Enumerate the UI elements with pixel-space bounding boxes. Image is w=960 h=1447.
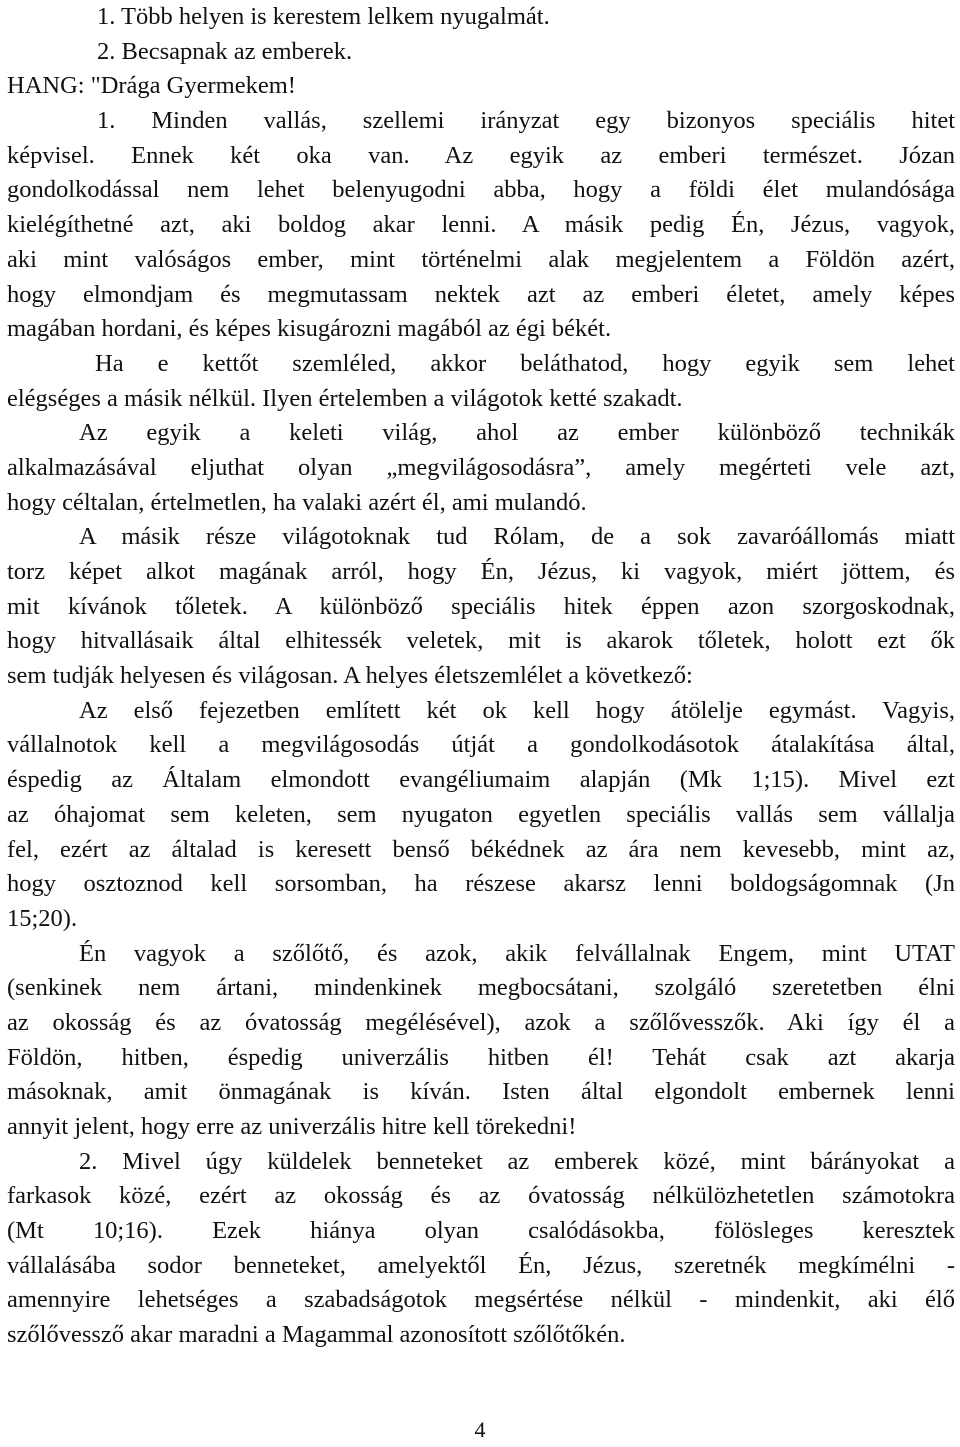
text-line: az okosság és az óvatosság megélésével), azok a szőlővesszők. Aki így él a [7,1008,955,1036]
text-line: (Mt 10;16). Ezek hiánya olyan csalódásokba, fölösleges keresztek [7,1217,955,1245]
text-line: 1. Minden vallás, szellemi irányzat egy bizonyos speciális hitet [97,107,955,135]
text-line: Az egyik a keleti világ, ahol az ember különböző technikák [79,419,955,447]
text-line: A másik része világotoknak tud Rólam, de a sok zavaróállomás miatt [79,523,955,551]
text-line: kielégíthetné azt, aki boldog akar lenni. A másik pedig Én, Jézus, vagyok, [7,211,955,239]
text-line: éspedig az Általam elmondott evangéliumaim alapján (Mk 1;15). Mivel ezt [7,766,955,794]
text-line: alkalmazásával eljuthat olyan „megvilágosodásra”, amely megérteti vele azt, [7,453,955,481]
text-line: hogy elmondjam és megmutassam nektek azt az emberi életet, amely képes [7,280,955,308]
text-line: torz képet alkot magának arról, hogy Én, Jézus, ki vagyok, miért jöttem, és [7,558,955,585]
text-line: Az első fejezetben említett két ok kell hogy átölelje egymást. Vagyis, [79,696,955,724]
text-line: 15;20). [7,904,78,932]
text-line: amennyire lehetséges a szabadságotok megsértése nélkül - mindenkit, aki élő [7,1286,955,1314]
text-line: hogy osztoznod kell sorsomban, ha részese akarsz lenni boldogságomnak (Jn [7,870,955,898]
text-line: hogy céltalan, értelmetlen, ha valaki azért él, ami mulandó. [7,488,587,516]
text-line: képvisel. Ennek két oka van. Az egyik az emberi természet. Józan [7,141,955,169]
text-line: annyit jelent, hogy erre az univerzális hitre kell törekedni! [7,1113,577,1140]
text-line: sem tudják helyesen és világosan. A helyes életszemlélet a következő: [7,662,693,690]
text-line: elégséges a másik nélkül. Ilyen értelemben a világotok ketté szakadt. [7,384,683,412]
text-line: vállalásába sodor benneteket, amelyektől Én, Jézus, szeretnék megkímélni - [7,1251,955,1279]
page-number: 4 [474,1417,486,1442]
text-line: Én vagyok a szőlőtő, és azok, akik felvállalnak Engem, mint UTAT [79,939,955,967]
text-line: hogy hitvallásaik által elhitessék veletek, mit is akarok tőletek, holott ezt ők [7,627,955,655]
speaker-line: HANG: "Drága Gyermekem! [7,72,296,100]
text-line: az óhajomat sem keleten, sem nyugaton egyetlen speciális vallás sem vállalja [7,800,955,828]
document-body [7,0,955,1353]
text-line: Ha e kettőt szemléled, akkor beláthatod, hogy egyik sem lehet [95,349,955,377]
text-line: másoknak, amit önmagának is kíván. Isten által elgondolt embernek lenni [7,1078,955,1106]
text-line: (senkinek nem ártani, mindenkinek megbocsátani, szolgáló szeretetben élni [7,974,955,1002]
text-line: Földön, hitben, éspedig univerzális hitben él! Tehát csak azt akarja [7,1043,955,1071]
text-line: magában hordani, és képes kisugározni magából az égi békét. [7,315,612,343]
text-line: mit kívánok tőletek. A különböző speciális hitek éppen azon szorgoskodnak, [7,592,955,620]
text-line: vállalnotok kell a megvilágosodás útját a gondolkodásotok átalakítása által, [7,731,955,759]
text-line: szőlővessző akar maradni a Magammal azonosított szőlőtőkén. [7,1321,626,1349]
text-line: aki mint valóságos ember, mint történelmi alak megjelentem a Földön azért, [7,245,955,273]
text-line: 2. Mivel úgy küldelek benneteket az emberek közé, mint bárányokat a [79,1147,955,1175]
text-line: gondolkodással nem lehet belenyugodni abba, hogy a földi élet mulandósága [7,176,955,204]
list-item: 2. Becsapnak az emberek. [97,37,353,65]
text-line: fel, ezért az általad is keresett benső békédnek az ára nem kevesebb, mint az, [7,835,955,863]
text-line: farkasok közé, ezért az okosság és az óvatosság nélkülözhetetlen számotokra [7,1182,955,1210]
list-item: 1. Több helyen is kerestem lelkem nyugalmát. [97,3,550,30]
